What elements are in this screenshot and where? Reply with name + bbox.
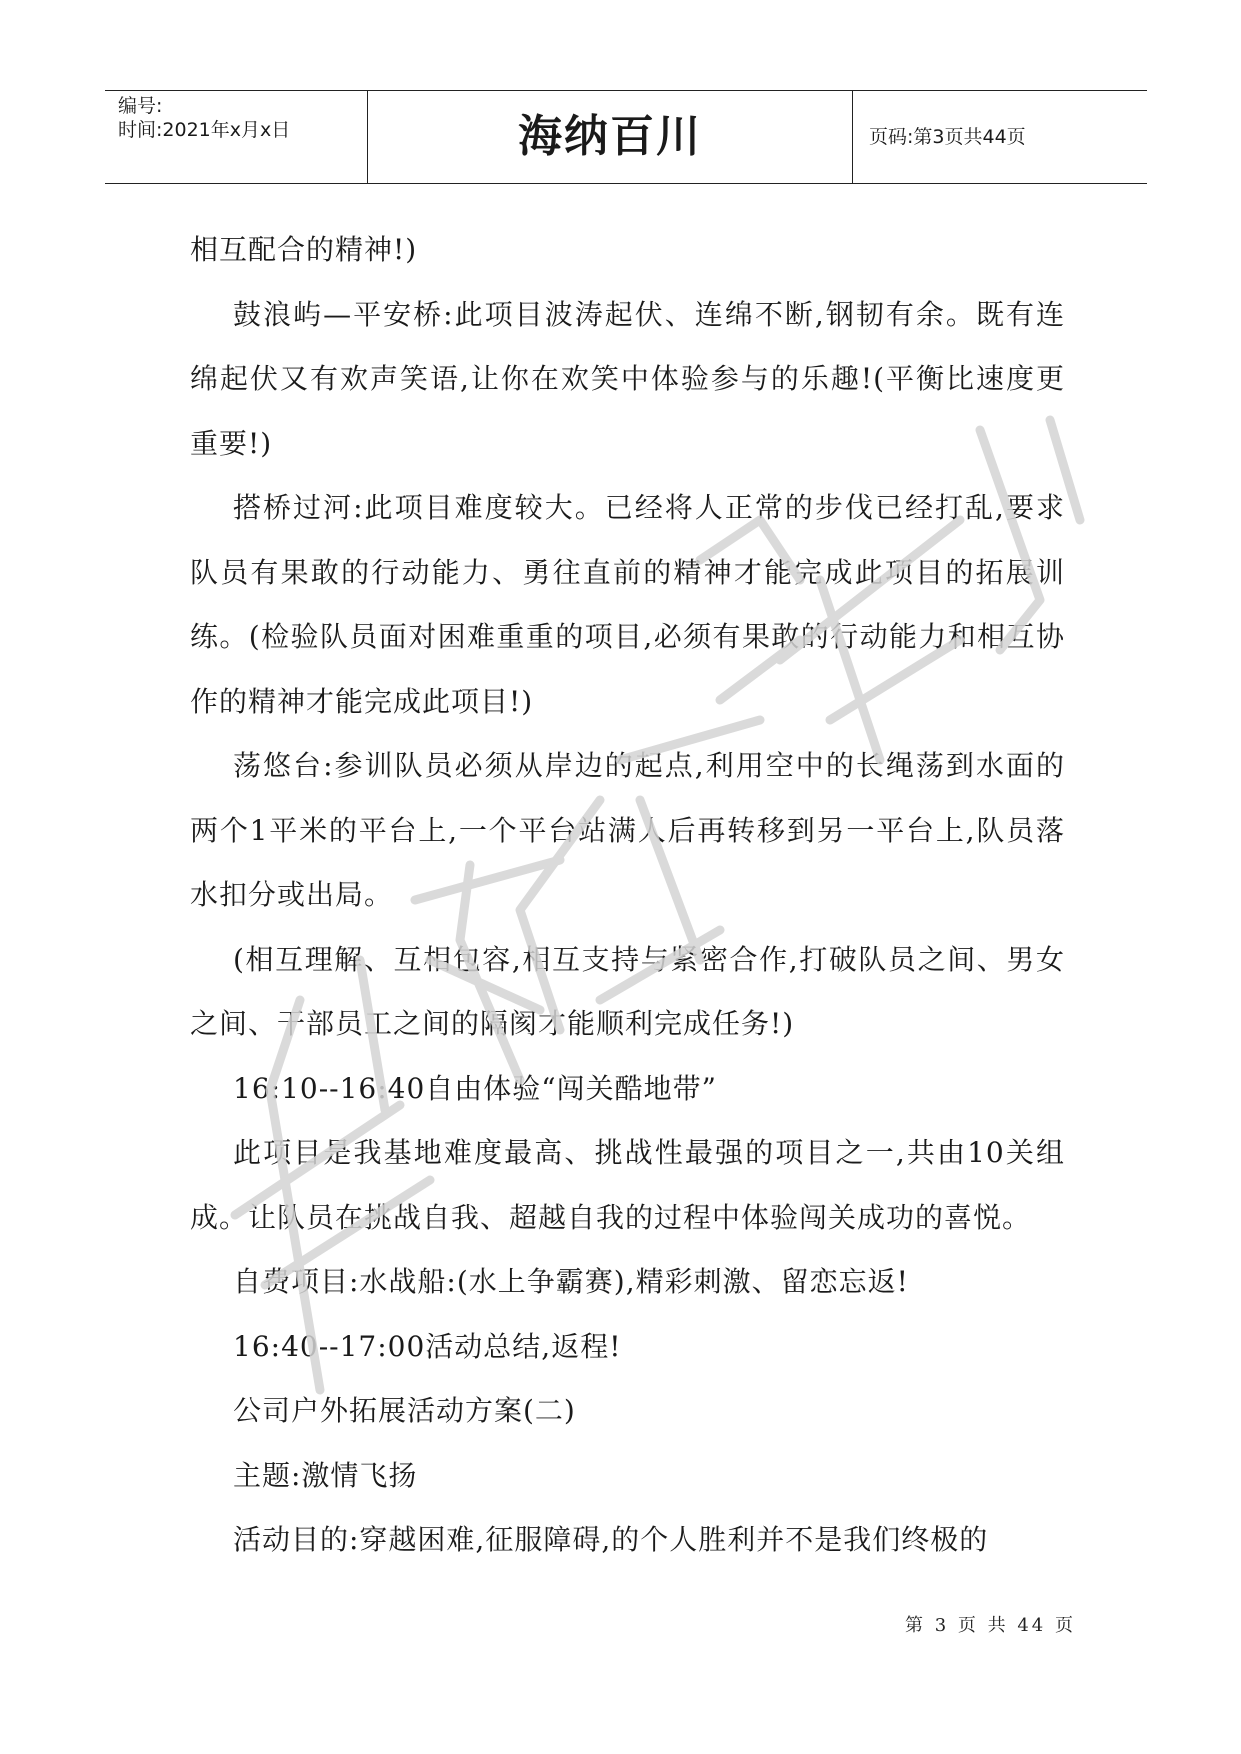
- paragraph: (相互理解、互相包容,相互支持与紧密合作,打破队员之间、男女之间、干部员工之间的隔阂才能顺利完成任务!): [190, 942, 1065, 1040]
- paragraph: 此项目是我基地难度最高、挑战性最强的项目之一,共由10关组成。让队员在挑战自我、超越自我的过程中体验闯关成功的喜悦。: [190, 1136, 1065, 1234]
- paragraph: 16:10--16:40自由体验“闯关酷地带”: [233, 1071, 717, 1105]
- header-title: 海纳百川: [518, 111, 702, 162]
- paragraph: 公司户外拓展活动方案(二): [233, 1394, 576, 1427]
- header-title-cell: [368, 91, 853, 183]
- page-footer: 第 3 页 共 44 页: [905, 1615, 1076, 1636]
- paragraph: 自费项目:水战船:(水上争霸赛),精彩刺激、留恋忘返!: [233, 1265, 909, 1298]
- header-page-cell: [853, 91, 1147, 183]
- document-header: [105, 90, 1147, 184]
- paragraph: 16:40--17:00活动总结,返程!: [233, 1329, 622, 1363]
- paragraph: 荡悠台:参训队员必须从岸边的起点,利用空中的长绳荡到水面的两个1平米的平台上,一个平台站满人后再转移到另一平台上,队员落水扣分或出局。: [190, 749, 1065, 911]
- paragraph: 相互配合的精神!): [190, 233, 418, 266]
- paragraph: 鼓浪屿—平安桥:此项目波涛起伏、连绵不断,钢韧有余。既有连绵起伏又有欢声笑语,让你在欢笑中体验参与的乐趣!(平衡比速度更重要!): [190, 297, 1065, 460]
- paragraph: 搭桥过河:此项目难度较大。已经将人正常的步伐已经打乱,要求队员有果敢的行动能力、勇往直前的精神才能完成此项目的拓展训练。(检验队员面对困难重重的项目,必须有果敢的行动能力和相互协作的精神才能完成此项目!): [190, 491, 1065, 718]
- document-body: [190, 218, 1065, 1573]
- header-page-label: 页码:第3页共44页: [869, 126, 1026, 148]
- paragraph: 主题:激情飞扬: [233, 1458, 418, 1492]
- serial-number-label: 编号:: [118, 95, 163, 117]
- header-meta-cell: [105, 91, 368, 183]
- time-label: 时间:2021年x月x日: [118, 119, 291, 141]
- paragraph: 活动目的:穿越困难,征服障碍,的个人胜利并不是我们终极的: [233, 1523, 989, 1556]
